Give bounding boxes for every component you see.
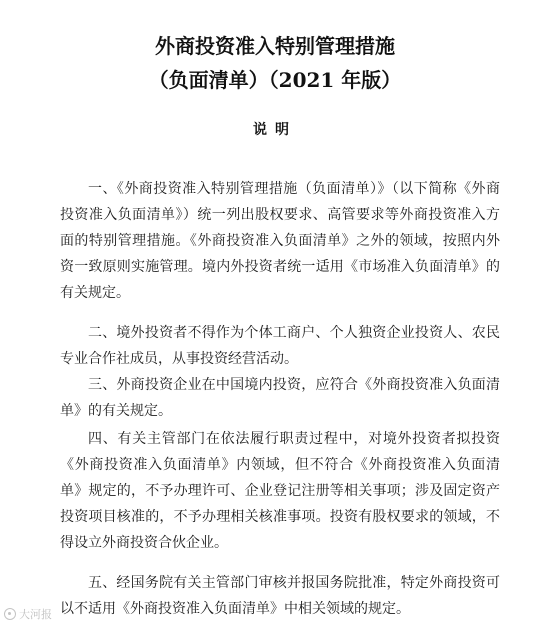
paragraph-1: 一、《外商投资准入特别管理措施（负面清单）》（以下简称《外商投资准入负面清单》）统一列出股权要求、高管要求等外商投资准入方面的特别管理措施。《外商投资准入负面清单》之外的领域，按照内外资一致原则实施管理。境内外投资者统一适用《市场准入负面清单》的有关规定。 — [60, 181, 500, 301]
paragraph-2: 二、境外投资者不得作为个体工商户、个人独资企业投资人、农民专业合作社成员，从事投资经营活动。 — [60, 325, 500, 367]
document-title: 外商投资准入特别管理措施 — [155, 34, 395, 58]
watermark — [4, 606, 52, 622]
document-subtitle: （负面清单）（2021 年版） — [148, 68, 402, 92]
camera-circle-icon — [4, 608, 16, 620]
paragraph-3: 三、外商投资企业在中国境内投资，应符合《外商投资准入负面清单》的有关规定。 — [60, 377, 500, 419]
section-heading: 说明 — [253, 122, 297, 138]
watermark-text: 大河报 — [19, 608, 52, 621]
paragraph-4: 四、有关主管部门在依法履行职责过程中，对境外投资者拟投资《外商投资准入负面清单》内领域，但不符合《外商投资准入负面清单》规定的，不予办理许可、企业登记注册等相关事项；涉及固定资产投资项目核准的，不予办理相关核准事项。投资有股权要求的领域，不得设立外商投资合伙企业。 — [60, 431, 500, 551]
paragraph-5: 五、经国务院有关主管部门审核并报国务院批准，特定外商投资可以不适用《外商投资准入负面清单》中相关领域的规定。 — [60, 575, 500, 617]
